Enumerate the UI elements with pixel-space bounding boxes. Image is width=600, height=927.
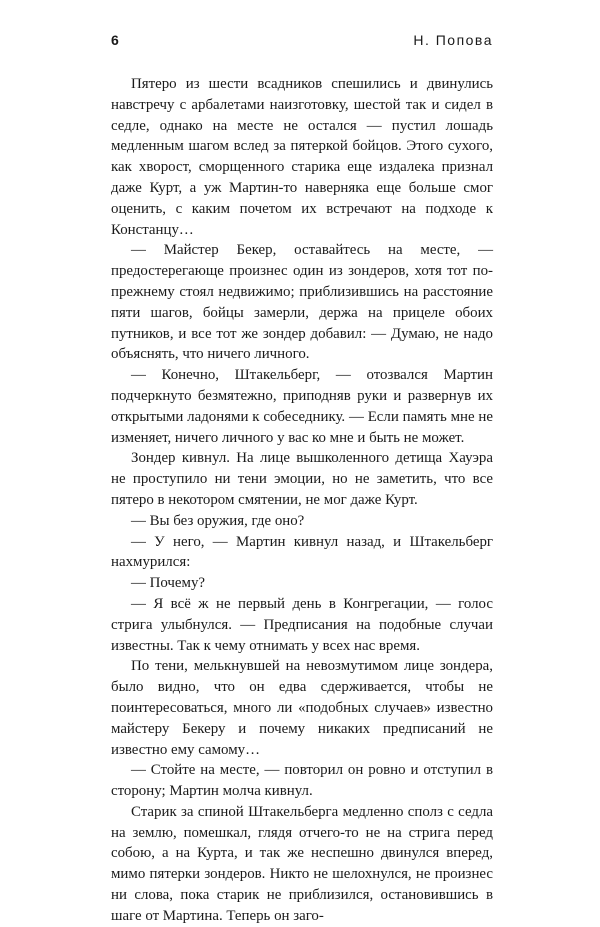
paragraph: — Я всё ж не первый день в Конгрегации, — голос стрига улыбнулся. — Предписания на подобные случаи известны. Так к чему отнимать у всех нас время. <box>111 595 493 654</box>
paragraph: Старик за спиной Штакельберга медленно сполз с седла на землю, помешкал, глядя отчего-то не на стрига перед собою, а на Курта, и так же неспешно двинулся вперед, мимо пятерки зондеров. Никто не шелохнулся, не произнес ни слова, пока старик не приблизился, остановившись в шаге от Мартина. Теперь он заго- <box>111 803 493 924</box>
paragraph: Зондер кивнул. На лице вышколенного детища Хауэра не проступило ни тени эмоции, но не заметить, что все пятеро в некотором смятении, не мог даже Курт. <box>111 450 493 508</box>
paragraph: Пятеро из шести всадников спешились и двинулись навстречу с арбалетами наизготовку, шестой так и сидел в седле, однако на месте не остался — пустил лошадь медленным шагом вслед за пятеркой бойцов. Этого сухого, как хворост, сморщенного старика еще издалека признал даже Курт, а уж Мартин-то наверняка еще больше смог оценить, с каким почетом их встречают на подходе к Констанцу… <box>111 76 493 238</box>
paragraph: — Конечно, Штакельберг, — отозвался Мартин подчеркнуто безмятежно, приподняв руки и развернув их открытыми ладонями к собеседнику. — Если память мне не изменяет, ничего личного у вас ко мне и быть не может. <box>111 367 493 446</box>
page-number: 6 <box>111 32 120 48</box>
paragraph: — Майстер Бекер, оставайтесь на месте, — предостерегающе произнес один из зондеров, хотя тот по-прежнему стоял недвижимо; приблизившись на расстояние пяти шагов, бойцы замерли, держа на прицеле обоих путников, и все тот же зондер добавил: — Думаю, не надо объяснять, что ничего личного. <box>111 242 493 363</box>
paragraph: — Почему? <box>131 575 206 592</box>
page-header <box>111 28 493 48</box>
paragraph: По тени, мелькнувшей на невозмутимом лице зондера, было видно, что он едва сдерживается, чтобы не поинтересоваться, много ли «подобных случаев» известно майстеру Бекеру и почему никаких предписаний не известно ему самому… <box>111 658 493 758</box>
body-text <box>111 74 493 927</box>
paragraph: — Стойте на месте, — повторил он ровно и отступил в сторону; Мартин молча кивнул. <box>111 762 493 800</box>
paragraph: — У него, — Мартин кивнул назад, и Штакельберг нахмурился: <box>111 533 493 571</box>
paragraph: — Вы без оружия, где оно? <box>131 512 305 529</box>
running-head-author: Н. Попова <box>413 32 493 48</box>
